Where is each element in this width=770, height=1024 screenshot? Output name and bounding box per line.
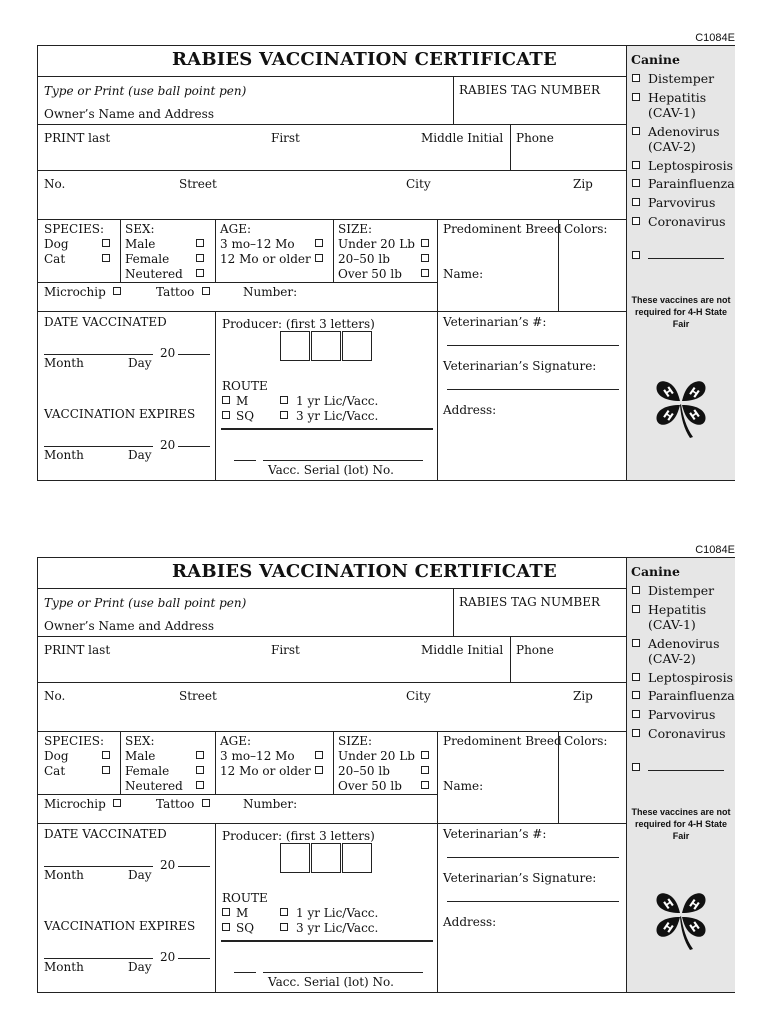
certificate-frame: [37, 45, 735, 481]
vaccine-distemper: Distemper: [648, 71, 715, 86]
size-medium-checkbox[interactable]: [421, 254, 429, 262]
route-label: ROUTE: [222, 891, 268, 905]
vaccine-leptospirosis: Leptospirosis: [648, 670, 733, 685]
age-older: 12 Mo or older: [220, 252, 311, 266]
phone-label: Phone: [516, 131, 554, 145]
sex-male: Male: [125, 237, 156, 251]
tattoo-label: Tattoo: [156, 797, 195, 811]
microchip-checkbox[interactable]: [113, 799, 121, 807]
microchip-label: Microchip: [44, 797, 106, 811]
certificate-frame: [37, 557, 735, 993]
route-m-checkbox[interactable]: [222, 908, 230, 916]
form-code: C1084E: [695, 32, 735, 44]
vaccine-note: These vaccines are not required for 4-H State Fair: [631, 807, 731, 841]
vaccine-parvovirus: Parvovirus: [648, 707, 716, 722]
svg-text:H: H: [687, 407, 703, 424]
zip-label: Zip: [573, 177, 593, 191]
parvovirus-checkbox[interactable]: [632, 198, 640, 206]
middle-initial-label: Middle Initial: [421, 643, 504, 657]
microchip-label: Microchip: [44, 285, 106, 299]
sex-male: Male: [125, 749, 156, 763]
size-small-checkbox[interactable]: [421, 751, 429, 759]
vet-signature-label: Veterinarian’s Signature:: [443, 871, 597, 885]
vet-signature-label: Veterinarian’s Signature:: [443, 359, 597, 373]
species-dog: Dog: [44, 237, 69, 251]
producer-letter-box-3[interactable]: [342, 331, 372, 361]
number-label: Number:: [243, 797, 298, 811]
size-medium-checkbox[interactable]: [421, 766, 429, 774]
month-label-1: Month: [44, 868, 84, 882]
size-large-checkbox[interactable]: [421, 781, 429, 789]
distemper-checkbox[interactable]: [632, 586, 640, 594]
date-vaccinated-label: DATE VACCINATED: [44, 315, 167, 329]
other-vaccine-line[interactable]: [648, 770, 724, 771]
producer-letter-box-1[interactable]: [280, 843, 310, 873]
species-cat: Cat: [44, 764, 66, 778]
4h-clover-logo: [653, 371, 709, 441]
date-vaccinated-label: DATE VACCINATED: [44, 827, 167, 841]
producer-label: Producer: (first 3 letters): [222, 829, 375, 843]
vaccine-distemper: Distemper: [648, 583, 715, 598]
vet-number-label: Veterinarian’s #:: [443, 315, 547, 329]
rabies-tag-label: RABIES TAG NUMBER: [459, 595, 600, 609]
adenovirus-checkbox[interactable]: [632, 127, 640, 135]
canine-vaccine-sidebar: [626, 558, 735, 992]
route-sq: SQ: [236, 409, 255, 423]
colors-label: Colors:: [564, 734, 608, 748]
middle-initial-label: Middle Initial: [421, 131, 504, 145]
year-prefix-2: 20: [160, 950, 176, 964]
vaccine-cav1: (CAV-1): [648, 105, 696, 120]
certificate-bottom: [37, 544, 735, 994]
species-cat-checkbox[interactable]: [102, 766, 110, 774]
route-sq-checkbox[interactable]: [222, 923, 230, 931]
vet-number-label: Veterinarian’s #:: [443, 827, 547, 841]
city-label: City: [406, 177, 431, 191]
license-1yr-checkbox[interactable]: [280, 908, 288, 916]
vaccine-hepatitis: Hepatitis: [648, 602, 707, 617]
owner-label: Owner’s Name and Address: [44, 619, 214, 633]
species-dog-checkbox[interactable]: [102, 751, 110, 759]
zip-label: Zip: [573, 689, 593, 703]
size-small-checkbox[interactable]: [421, 239, 429, 247]
serial-label: Vacc. Serial (lot) No.: [268, 463, 394, 477]
species-cat-checkbox[interactable]: [102, 254, 110, 262]
license-1yr: 1 yr Lic/Vacc.: [296, 394, 379, 408]
svg-text:H: H: [686, 896, 702, 913]
day-label-2: Day: [128, 960, 152, 974]
producer-letter-box-3[interactable]: [342, 843, 372, 873]
age-older-checkbox[interactable]: [315, 766, 323, 774]
age-young: 3 mo–12 Mo: [220, 237, 295, 251]
canine-vaccine-sidebar: [626, 46, 735, 480]
sex-female: Female: [125, 252, 170, 266]
svg-text:H: H: [660, 407, 676, 424]
canine-label: Canine: [631, 52, 680, 67]
age-label: AGE:: [220, 222, 252, 236]
vet-address-label: Address:: [443, 915, 497, 929]
age-older-checkbox[interactable]: [315, 254, 323, 262]
certificate-top: [37, 32, 735, 482]
day-label-1: Day: [128, 868, 152, 882]
tattoo-label: Tattoo: [156, 285, 195, 299]
license-1yr: 1 yr Lic/Vacc.: [296, 906, 379, 920]
sex-female-checkbox[interactable]: [196, 766, 204, 774]
first-name-label: First: [271, 131, 300, 145]
size-large: Over 50 lb: [338, 267, 402, 281]
vaccine-cav2: (CAV-2): [648, 139, 696, 154]
svg-text:H: H: [687, 919, 703, 936]
rabies-tag-label: RABIES TAG NUMBER: [459, 83, 600, 97]
size-large: Over 50 lb: [338, 779, 402, 793]
species-label: SPECIES:: [44, 222, 104, 236]
parainfluenza-checkbox[interactable]: [632, 179, 640, 187]
age-older: 12 Mo or older: [220, 764, 311, 778]
sex-neutered: Neutered: [125, 779, 183, 793]
size-label: SIZE:: [338, 222, 373, 236]
vaccine-parvovirus: Parvovirus: [648, 195, 716, 210]
route-m: M: [236, 394, 249, 408]
vaccine-parainfluenza: Parainfluenza: [648, 688, 735, 703]
breed-label: Predominent Breed: [443, 734, 562, 748]
age-young-checkbox[interactable]: [315, 751, 323, 759]
other-vaccine-checkbox[interactable]: [632, 763, 640, 771]
vaccine-adenovirus: Adenovirus: [648, 636, 720, 651]
distemper-checkbox[interactable]: [632, 74, 640, 82]
day-label-1: Day: [128, 356, 152, 370]
route-sq: SQ: [236, 921, 255, 935]
sex-male-checkbox[interactable]: [196, 751, 204, 759]
vaccination-expires-label: VACCINATION EXPIRES: [44, 407, 196, 421]
microchip-checkbox[interactable]: [113, 287, 121, 295]
producer-letter-box-2[interactable]: [311, 331, 341, 361]
pet-name-label: Name:: [443, 267, 484, 281]
month-label-2: Month: [44, 960, 84, 974]
breed-label: Predominent Breed: [443, 222, 562, 236]
vaccine-leptospirosis: Leptospirosis: [648, 158, 733, 173]
hepatitis-checkbox[interactable]: [632, 605, 640, 613]
license-3yr: 3 yr Lic/Vacc.: [296, 409, 379, 423]
adenovirus-checkbox[interactable]: [632, 639, 640, 647]
year-prefix-1: 20: [160, 858, 176, 872]
number-label: Number:: [243, 285, 298, 299]
other-vaccine-line[interactable]: [648, 258, 724, 259]
vaccine-parainfluenza: Parainfluenza: [648, 176, 735, 191]
size-small: Under 20 Lb: [338, 749, 415, 763]
year-prefix-2: 20: [160, 438, 176, 452]
phone-label: Phone: [516, 643, 554, 657]
vaccine-cav1: (CAV-1): [648, 617, 696, 632]
vaccine-coronavirus: Coronavirus: [648, 214, 726, 229]
leptospirosis-checkbox[interactable]: [632, 673, 640, 681]
sex-male-checkbox[interactable]: [196, 239, 204, 247]
license-3yr-checkbox[interactable]: [280, 411, 288, 419]
age-young-checkbox[interactable]: [315, 239, 323, 247]
tattoo-checkbox[interactable]: [202, 287, 210, 295]
vaccine-hepatitis: Hepatitis: [648, 90, 707, 105]
hepatitis-checkbox[interactable]: [632, 93, 640, 101]
species-dog-checkbox[interactable]: [102, 239, 110, 247]
owner-label: Owner’s Name and Address: [44, 107, 214, 121]
sex-neutered-checkbox[interactable]: [196, 269, 204, 277]
sex-neutered: Neutered: [125, 267, 183, 281]
month-label-1: Month: [44, 356, 84, 370]
svg-text:H: H: [661, 896, 677, 913]
vaccine-cav2: (CAV-2): [648, 651, 696, 666]
sex-female: Female: [125, 764, 170, 778]
vaccine-adenovirus: Adenovirus: [648, 124, 720, 139]
other-vaccine-checkbox[interactable]: [632, 251, 640, 259]
canine-label: Canine: [631, 564, 680, 579]
size-label: SIZE:: [338, 734, 373, 748]
route-sq-checkbox[interactable]: [222, 411, 230, 419]
producer-letter-box-2[interactable]: [311, 843, 341, 873]
leptospirosis-checkbox[interactable]: [632, 161, 640, 169]
vaccine-note: These vaccines are not required for 4-H State Fair: [631, 295, 731, 329]
age-label: AGE:: [220, 734, 252, 748]
colors-label: Colors:: [564, 222, 608, 236]
day-label-2: Day: [128, 448, 152, 462]
license-1yr-checkbox[interactable]: [280, 396, 288, 404]
species-dog: Dog: [44, 749, 69, 763]
month-label-2: Month: [44, 448, 84, 462]
year-prefix-1: 20: [160, 346, 176, 360]
route-m-checkbox[interactable]: [222, 396, 230, 404]
size-small: Under 20 Lb: [338, 237, 415, 251]
parainfluenza-checkbox[interactable]: [632, 691, 640, 699]
vaccine-coronavirus: Coronavirus: [648, 726, 726, 741]
print-last-label: PRINT last: [44, 643, 111, 657]
city-label: City: [406, 689, 431, 703]
house-number-label: No.: [44, 689, 66, 703]
parvovirus-checkbox[interactable]: [632, 710, 640, 718]
license-3yr: 3 yr Lic/Vacc.: [296, 921, 379, 935]
species-label: SPECIES:: [44, 734, 104, 748]
svg-text:H: H: [660, 919, 676, 936]
house-number-label: No.: [44, 177, 66, 191]
producer-label: Producer: (first 3 letters): [222, 317, 375, 331]
street-label: Street: [179, 177, 217, 191]
species-cat: Cat: [44, 252, 66, 266]
form-code: C1084E: [695, 544, 735, 556]
sex-label: SEX:: [125, 222, 155, 236]
pet-name-label: Name:: [443, 779, 484, 793]
vaccination-expires-label: VACCINATION EXPIRES: [44, 919, 196, 933]
tattoo-checkbox[interactable]: [202, 799, 210, 807]
age-young: 3 mo–12 Mo: [220, 749, 295, 763]
vet-address-label: Address:: [443, 403, 497, 417]
license-3yr-checkbox[interactable]: [280, 923, 288, 931]
sex-neutered-checkbox[interactable]: [196, 781, 204, 789]
coronavirus-checkbox[interactable]: [632, 729, 640, 737]
size-medium: 20–50 lb: [338, 252, 390, 266]
certificate-title: RABIES VACCINATION CERTIFICATE: [172, 49, 557, 70]
size-medium: 20–50 lb: [338, 764, 390, 778]
instruction-text: Type or Print (use ball point pen): [44, 596, 247, 610]
size-large-checkbox[interactable]: [421, 269, 429, 277]
sex-label: SEX:: [125, 734, 155, 748]
producer-letter-box-1[interactable]: [280, 331, 310, 361]
route-label: ROUTE: [222, 379, 268, 393]
print-last-label: PRINT last: [44, 131, 111, 145]
sex-female-checkbox[interactable]: [196, 254, 204, 262]
serial-label: Vacc. Serial (lot) No.: [268, 975, 394, 989]
first-name-label: First: [271, 643, 300, 657]
certificate-title: RABIES VACCINATION CERTIFICATE: [172, 561, 557, 582]
svg-text:H: H: [661, 384, 677, 401]
4h-clover-logo: [653, 883, 709, 953]
street-label: Street: [179, 689, 217, 703]
svg-text:H: H: [686, 384, 702, 401]
instruction-text: Type or Print (use ball point pen): [44, 84, 247, 98]
coronavirus-checkbox[interactable]: [632, 217, 640, 225]
route-m: M: [236, 906, 249, 920]
